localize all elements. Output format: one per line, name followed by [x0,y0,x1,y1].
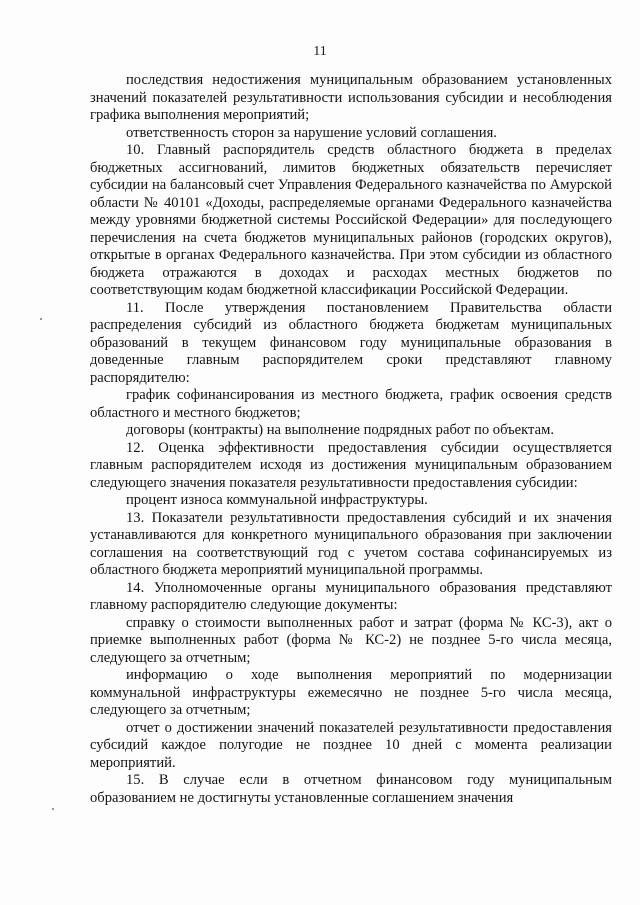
paragraph: процент износа коммунальной инфраструктуры. [126,492,428,508]
paragraph: договоры (контракты) на выполнение подрядных работ по объектам. [126,422,554,438]
paragraph: 12. Оценка эффективности предоставления субсидии осуществляется главным распорядителем исходя из достижения муниципальным образованием следующего значения показателя результативности предоставления субсидии: [90,439,612,491]
paragraph: 10. Главный распорядитель средств областного бюджета в пределах бюджетных ассигнований, лимитов бюджетных обязательств перечисляет субсидии на балансовый счет Управления Федерального казначейства по Амурской области № 40101 «Доходы, распределяемые органами Федерального казначейства между уровнями бюджетной системы Российской Федерации» для последующего перечисления на счета бюджетов муниципальных районов (городских округов), открытые в органах Федерального казначейства. При этом субсидии из областного бюджета отражаются в доходах и расходах местных бюджетов по соответствующим кодам бюджетной классификации Российской Федерации. [90,142,612,298]
paragraph: 13. Показатели результативности предоставления субсидий и их значения устанавливаются для конкретного муниципального образования при заключении соглашения на соответствующий год с учетом состава софинансируемых из областного бюджета мероприятий муниципальной программы. [90,509,612,578]
document-body [90,72,612,807]
paragraph: отчет о достижении значений показателей результативности предоставления субсидий каждое полугодие не позднее 10 дней с момента реализации мероприятий. [90,719,612,771]
scan-speck [52,808,54,810]
paragraph: информацию о ходе выполнения мероприятий по модернизации коммунальной инфраструктуры ежемесячно не позднее 5-го числа месяца, следующего за отчетным; [90,667,612,718]
paragraph: 14. Уполномоченные органы муниципального образования представляют главному распорядителю следующие документы: [90,579,612,613]
paragraph: 15. В случае если в отчетном финансовом году муниципальным образованием не достигнуты установленные соглашением значения [90,772,612,806]
paragraph: 11. После утверждения постановлением Правительства области распределения субсидий из областного бюджета бюджетам муниципальных образований в текущем финансовом году муниципальные образования в доведенные главным распорядителем сроки представляют главному распорядителю: [90,299,612,386]
paragraph: справку о стоимости выполненных работ и затрат (форма № КС-3), акт о приемке выполненных работ (форма № КС-2) не позднее 5-го числа месяца, следующего за отчетным; [90,614,612,666]
page-number: 11 [313,44,327,59]
scan-speck [40,318,42,320]
paragraph: ответственность сторон за нарушение условий соглашения. [126,124,497,141]
paragraph: график софинансирования из местного бюджета, график освоения средств областного и местного бюджетов; [90,387,612,421]
paragraph: последствия недостижения муниципальным образованием установленных значений показателей результативности использования субсидии и несоблюдения графика выполнения мероприятий; [90,72,612,123]
